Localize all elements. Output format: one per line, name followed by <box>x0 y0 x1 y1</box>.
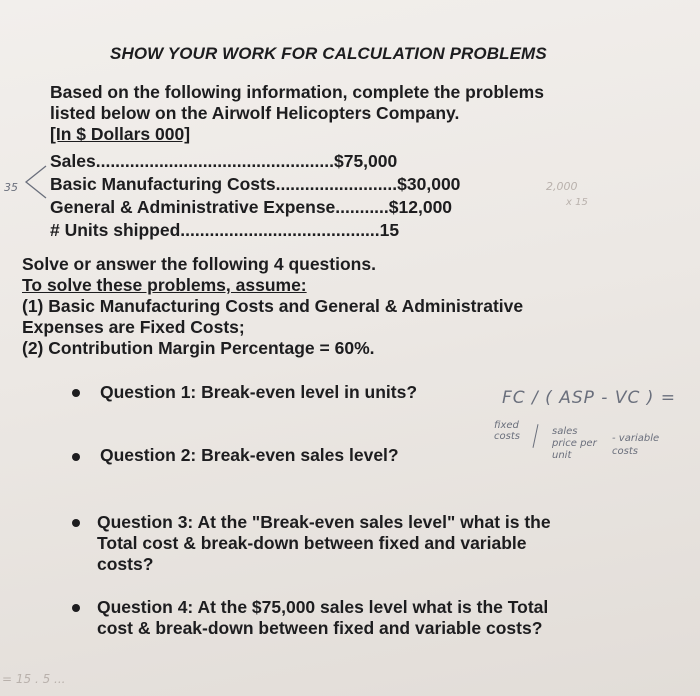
question-4-line-1: Question 4: At the $75,000 sales level what is the Total <box>97 597 549 617</box>
bullet-icon <box>72 519 80 527</box>
solve-line-1: Solve or answer the following 4 questions. <box>22 254 376 274</box>
assumption-2: (2) Contribution Margin Percentage = 60%. <box>22 338 375 358</box>
handwritten-left-mark: 35 <box>4 181 18 194</box>
assumption-1-line-1: (1) Basic Manufacturing Costs and General & Administrative <box>22 296 524 316</box>
handwritten-bottom-mark: = 15 . 5 ... <box>2 672 66 686</box>
assumption-1-line-2: Expenses are Fixed Costs; <box>22 317 245 337</box>
handwritten-formula: FC / ( ASP - VC ) = <box>502 388 677 408</box>
solve-line-2: To solve these problems, assume: <box>22 275 307 295</box>
question-1: Question 1: Break-even level in units? <box>100 382 418 402</box>
handwritten-variable-costs: - variable costs <box>612 433 660 457</box>
page-heading: SHOW YOUR WORK FOR CALCULATION PROBLEMS <box>110 44 547 63</box>
sales-row: Sales.................................................$75,000 <box>50 151 398 171</box>
financial-data-list <box>50 150 460 242</box>
question-3-line-1: Question 3: At the "Break-even sales level" what is the <box>97 512 551 532</box>
question-4 <box>97 597 548 639</box>
bullet-icon <box>72 453 80 461</box>
handwritten-margin-2000: 2,000 <box>546 180 578 193</box>
question-3-line-2: Total cost & break-down between fixed and variable <box>97 533 527 553</box>
intro-line-2: listed below on the Airwolf Helicopters Company. <box>50 103 460 123</box>
bullet-icon <box>72 389 80 397</box>
admin-expense-row: General & Administrative Expense...........$12,000 <box>50 197 453 217</box>
question-3-line-3: costs? <box>97 554 154 574</box>
question-3 <box>97 512 551 575</box>
units-label: [In $ Dollars 000] <box>50 124 191 144</box>
manufacturing-costs-row: Basic Manufacturing Costs.........................$30,000 <box>50 174 461 194</box>
intro-line-1: Based on the following information, complete the problems <box>50 82 544 102</box>
question-2: Question 2: Break-even sales level? <box>100 445 399 465</box>
handwritten-margin-x15: x 15 <box>566 197 588 208</box>
assumptions-block <box>22 254 682 359</box>
handwritten-fixed-costs: fixed costs <box>494 420 520 442</box>
handwritten-bracket-icon <box>20 162 50 202</box>
units-shipped-row: # Units shipped.........................................15 <box>50 220 400 240</box>
question-4-line-2: cost & break-down between fixed and variable costs? <box>97 618 543 638</box>
intro-paragraph <box>50 82 670 145</box>
bullet-icon <box>72 604 80 612</box>
handwritten-sales-price: sales price per unit <box>552 426 597 461</box>
